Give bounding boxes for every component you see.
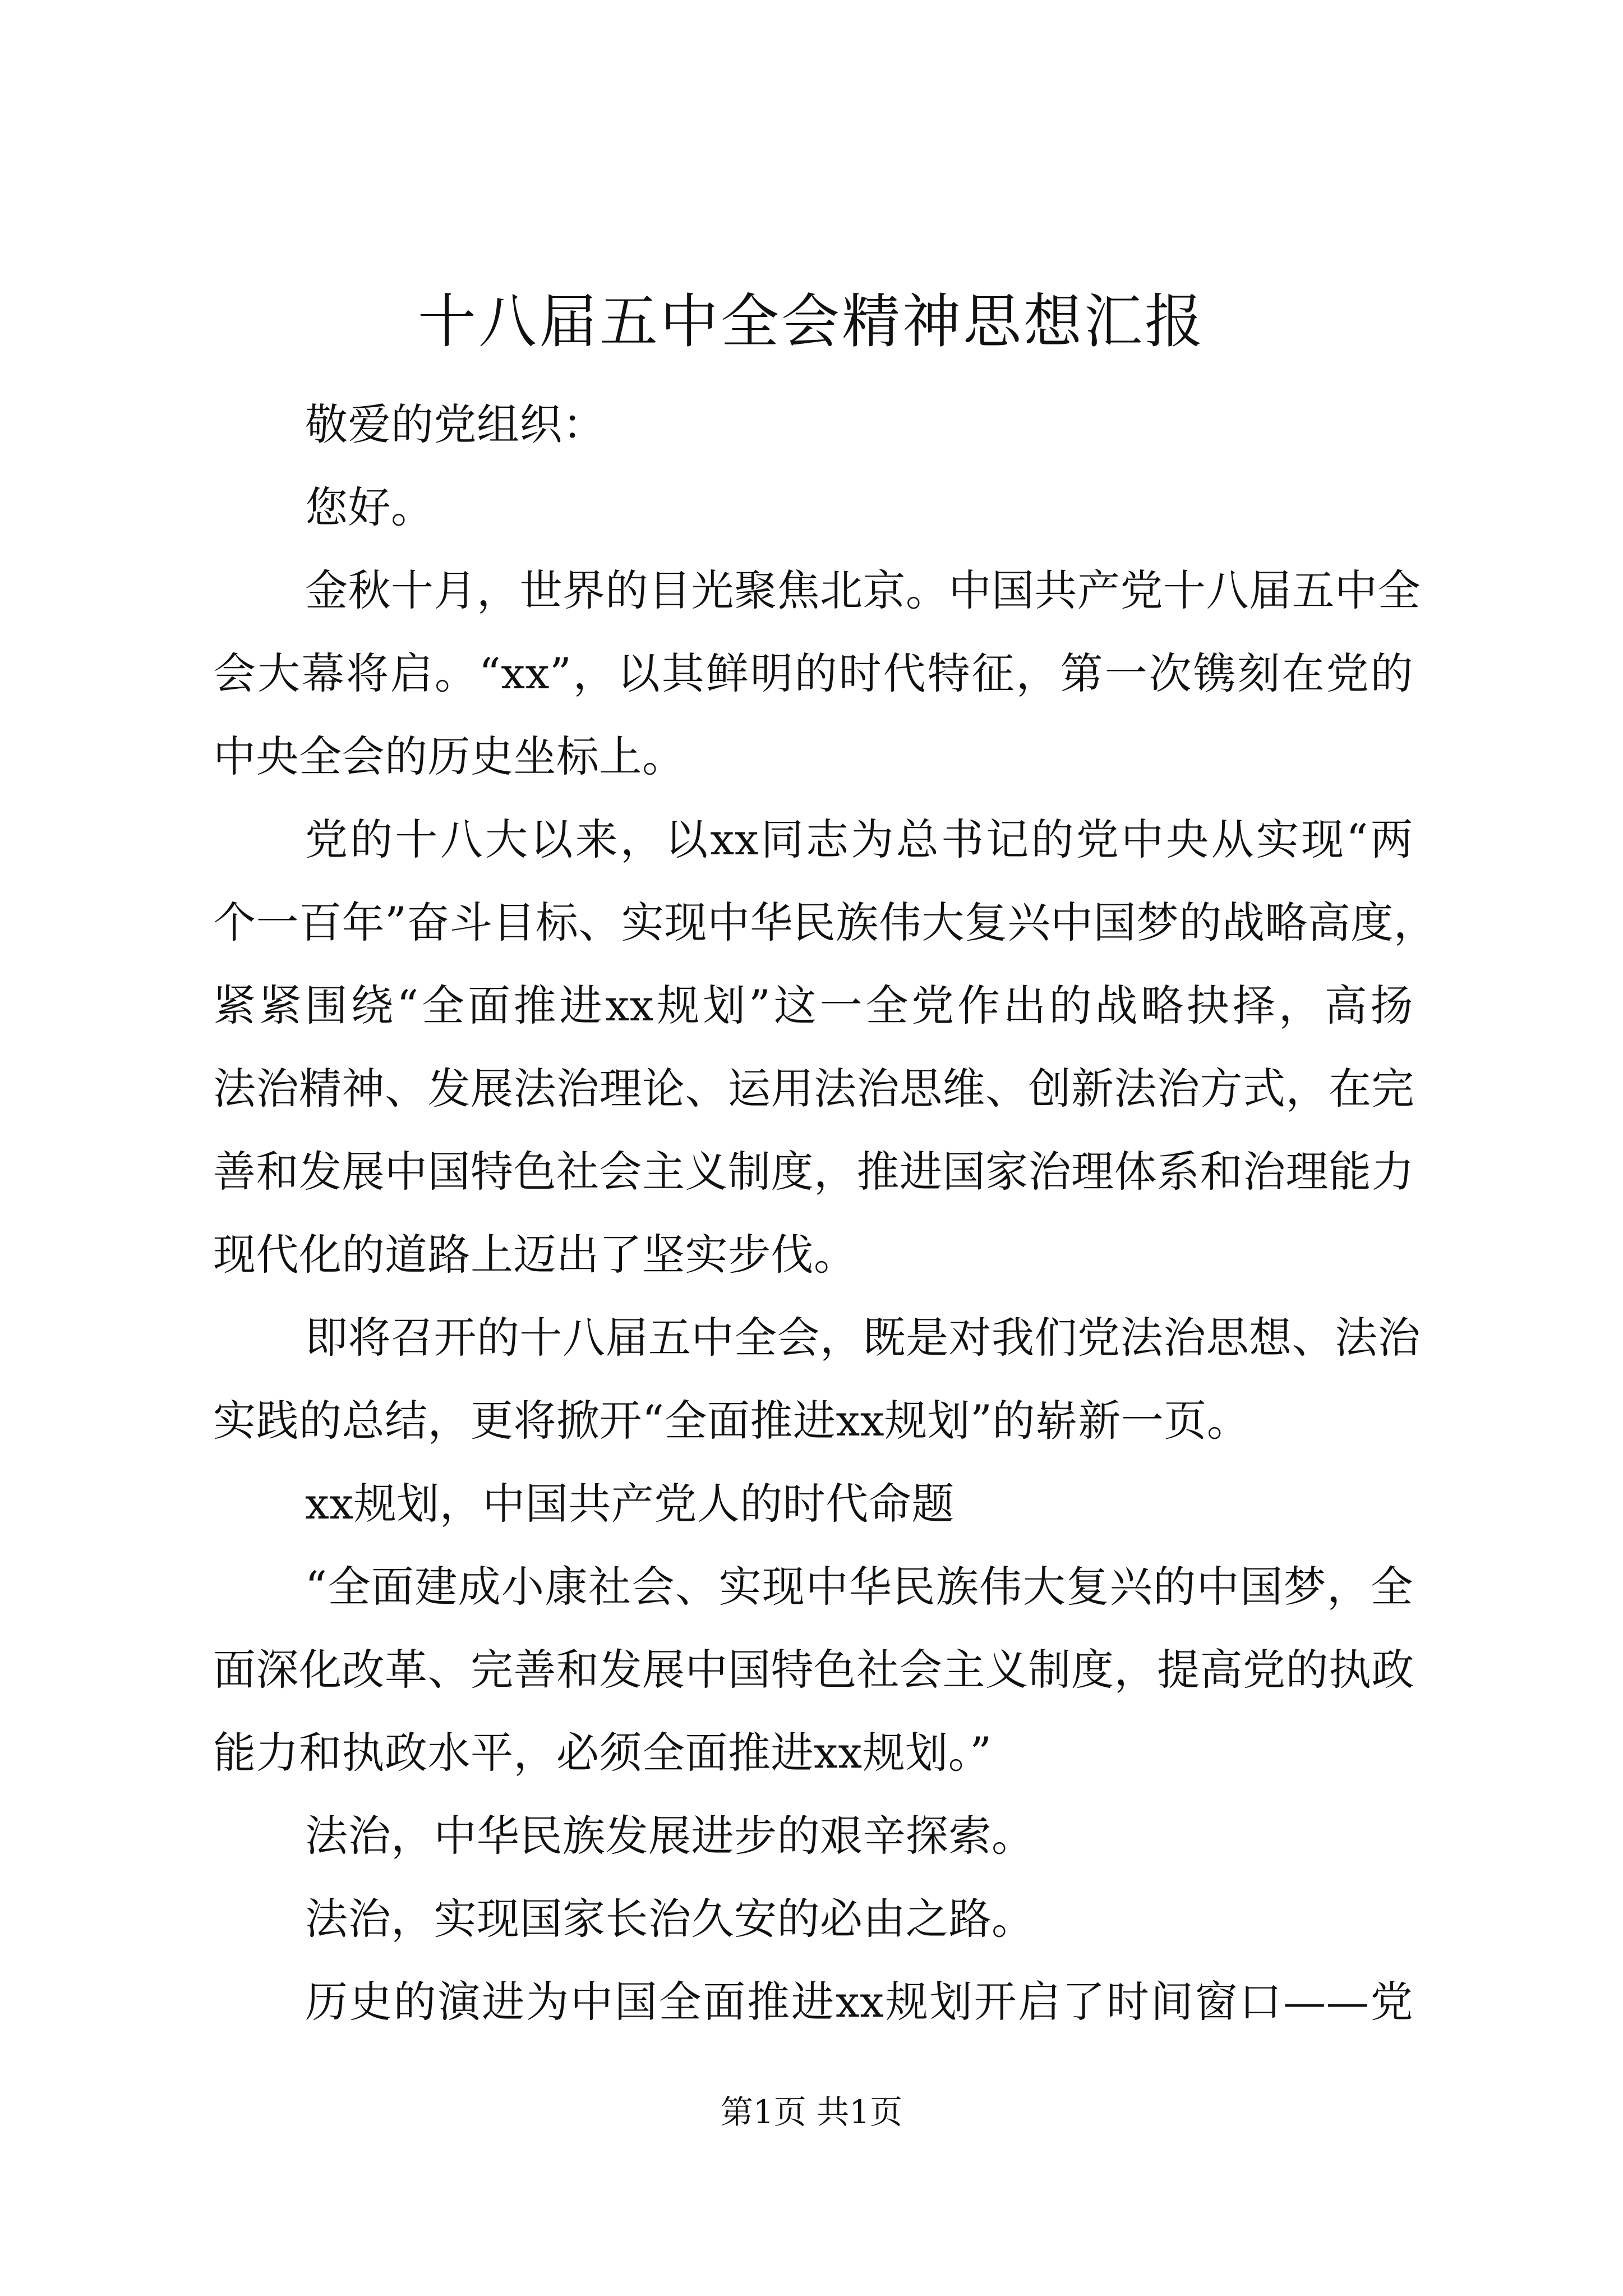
- paragraph-line: 实践的总结，更将掀开“全面推进xx规划”的崭新一页。: [213, 1396, 1250, 1446]
- paragraph-line: 即将召开的十八届五中全会，既是对我们党法治思想、法治: [305, 1313, 1421, 1363]
- paragraph-line: 法治，中华民族发展进步的艰辛探索。: [305, 1811, 1035, 1861]
- paragraph-line: 历史的演进为中国全面推进xx规划开启了时间窗口——党: [305, 1977, 1413, 2027]
- greeting-line: 您好。: [305, 482, 434, 532]
- paragraph-line: 会大幕将启。“xx”，以其鲜明的时代特征，第一次镌刻在党的: [213, 648, 1413, 698]
- paragraph-line: “全面建成小康社会、实现中华民族伟大复兴的中国梦，全: [305, 1562, 1413, 1612]
- paragraph-line: 现代化的道路上迈出了坚实步伐。: [213, 1230, 857, 1280]
- paragraph-line: 法治精神、发展法治理论、运用法治思维、创新法治方式，在完: [213, 1064, 1414, 1114]
- paragraph-line: 个一百年”奋斗目标、实现中华民族伟大复兴中国梦的战略高度，: [213, 898, 1437, 947]
- paragraph-line: 善和发展中国特色社会主义制度，推进国家治理体系和治理能力: [213, 1147, 1414, 1197]
- paragraph-line: 中央全会的历史坐标上。: [213, 731, 685, 781]
- paragraph-line: 面深化改革、完善和发展中国特色社会主义制度，提高党的执政: [213, 1645, 1414, 1695]
- paragraph-line: 能力和执政水平，必须全面推进xx规划。”: [213, 1728, 992, 1778]
- paragraph-line: 党的十八大以来，以xx同志为总书记的党中央从实现“两: [305, 815, 1413, 864]
- section-heading-line: xx规划，中国共产党人的时代命题: [305, 1479, 955, 1529]
- page-number-footer: 第1页 共1页: [720, 2093, 903, 2131]
- paragraph-line: 法治，实现国家长治久安的必由之路。: [305, 1894, 1035, 1944]
- salutation-line: 敬爱的党组织：: [305, 399, 606, 449]
- paragraph-line: 紧紧围绕“全面推进xx规划”这一全党作出的战略抉择，高扬: [213, 981, 1413, 1030]
- paragraph-line: 金秋十月，世界的目光聚焦北京。中国共产党十八届五中全: [305, 565, 1421, 615]
- document-title: 十八届五中全会精神思想汇报: [417, 287, 1205, 356]
